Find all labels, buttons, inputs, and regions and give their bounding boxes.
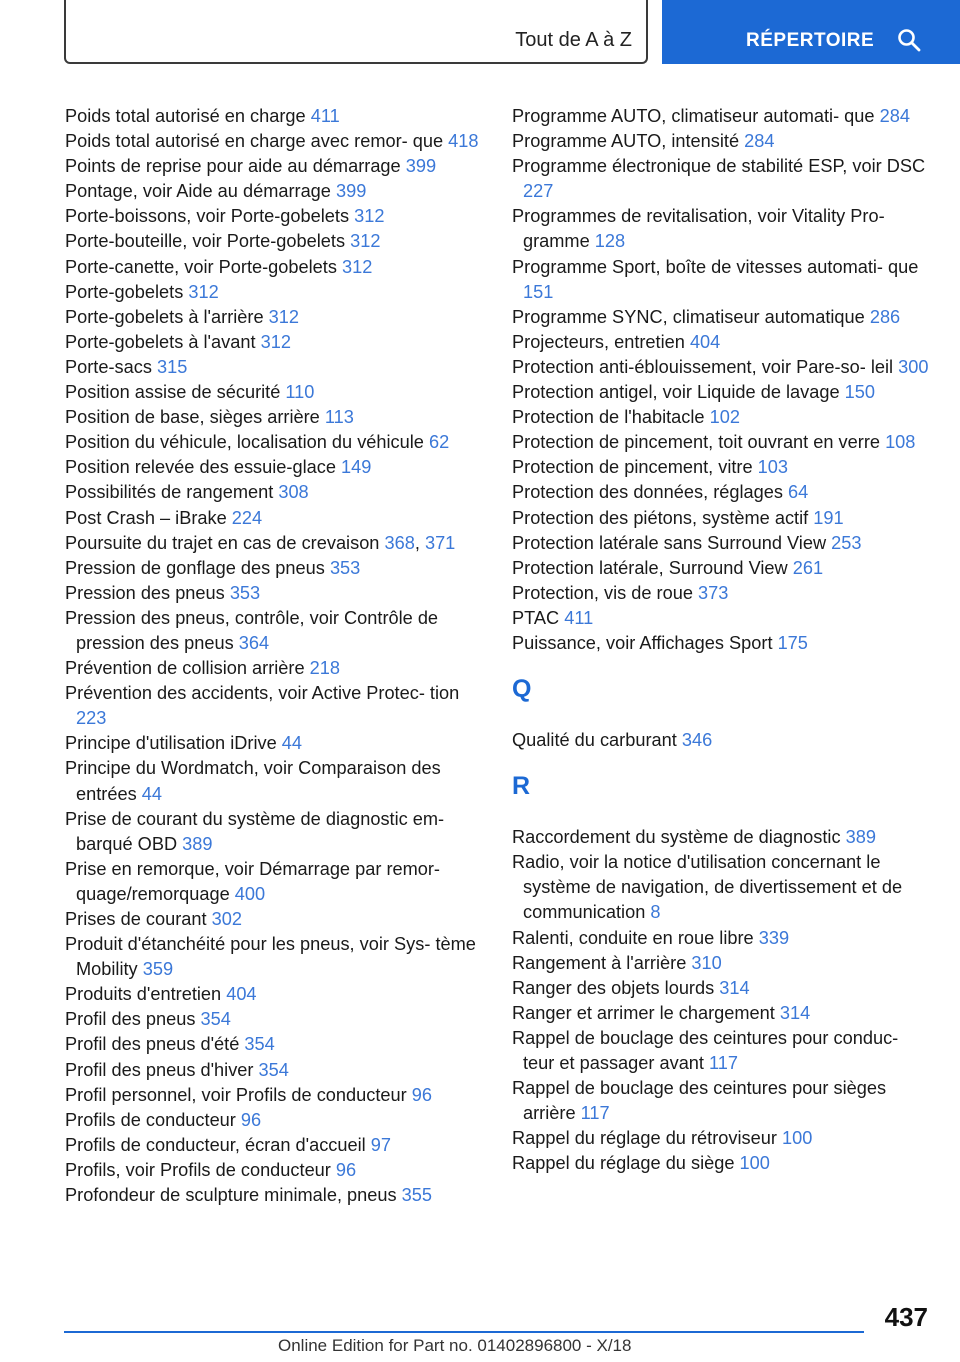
index-entry — [512, 129, 932, 154]
entry-text: Protection latérale sans Surround View — [512, 532, 827, 553]
index-entry — [512, 355, 932, 380]
index-entry — [65, 280, 490, 305]
page-link[interactable]: 108 — [885, 432, 916, 453]
entry-text: Radio, voir la notice d'utilisation concernant le système de navigation, de divertissement et de communication — [512, 852, 903, 923]
page-link[interactable]: 312 — [342, 256, 373, 277]
page-link[interactable]: 308 — [278, 482, 309, 503]
index-entry — [65, 204, 490, 229]
entry-text: Ranger des objets lourds — [512, 977, 715, 998]
page-link[interactable]: 128 — [594, 231, 626, 252]
page-link[interactable]: 371 — [424, 532, 456, 553]
page-link[interactable]: 368 — [384, 532, 415, 553]
page-link[interactable]: 312 — [188, 281, 219, 302]
entry-text: Position de base, sièges arrière — [65, 407, 320, 428]
index-entry — [512, 104, 932, 129]
entry-text: Profil des pneus — [65, 1009, 196, 1030]
entry-text: Principe du Wordmatch, voir Comparaison des entrées — [65, 758, 441, 804]
entry-text: Porte-boissons, voir Porte-gobelets — [65, 206, 350, 227]
entry-text: Programme Sport, boîte de vitesses automati- que — [512, 256, 919, 277]
index-entry — [512, 606, 932, 631]
page-link[interactable]: 151 — [523, 281, 554, 302]
page-link[interactable]: 346 — [681, 730, 713, 751]
page-link[interactable]: 404 — [226, 984, 257, 1005]
page-link[interactable]: 175 — [777, 632, 808, 653]
page-link[interactable]: 354 — [258, 1059, 289, 1080]
page-link[interactable]: 150 — [844, 382, 876, 403]
index-entry — [512, 531, 932, 556]
page-link[interactable]: 102 — [709, 407, 740, 428]
entry-text: Porte-bouteille, voir Porte-gobelets — [65, 231, 346, 252]
index-entry — [512, 825, 932, 850]
index-entry — [65, 330, 490, 355]
index-entry — [65, 681, 490, 731]
index-entry — [512, 255, 932, 305]
page-link[interactable]: 64 — [788, 482, 809, 503]
index-entry — [65, 907, 490, 932]
page-link[interactable]: 364 — [238, 632, 270, 653]
entry-text: Porte-sacs — [65, 356, 152, 377]
page-link[interactable]: 312 — [350, 231, 381, 252]
page-link[interactable]: 100 — [781, 1128, 813, 1149]
index-entry — [65, 807, 490, 857]
index-entry — [65, 982, 490, 1007]
entry-text: Qualité du carburant — [512, 730, 677, 751]
index-entry — [65, 1058, 490, 1083]
entry-text: Protection des données, réglages — [512, 482, 783, 503]
index-entry — [65, 506, 490, 531]
index-entry — [512, 631, 932, 656]
tab-repertoire[interactable] — [662, 0, 960, 64]
page-link[interactable]: 389 — [845, 827, 876, 848]
index-entry — [65, 1108, 490, 1133]
index-entry — [512, 1151, 932, 1176]
page-link[interactable]: 312 — [260, 331, 291, 352]
page-link[interactable]: 310 — [691, 952, 722, 973]
page-link[interactable]: 353 — [329, 557, 361, 578]
tab-a-to-z-label: Tout de A à Z — [515, 29, 632, 51]
index-entry — [512, 581, 932, 606]
entry-text: Profil des pneus d'hiver — [65, 1059, 254, 1080]
page-link[interactable]: 100 — [739, 1153, 770, 1174]
entry-text: PTAC — [512, 607, 560, 628]
entry-text: Points de reprise pour aide au démarrage — [65, 156, 401, 177]
footer-edition: Online Edition for Part no. 01402896800 - X/18 — [278, 1336, 632, 1355]
page-link[interactable]: 314 — [779, 1002, 811, 1023]
entry-text: Pontage, voir Aide au démarrage — [65, 181, 331, 202]
index-entry — [512, 926, 932, 951]
page-link[interactable]: 315 — [157, 356, 188, 377]
entry-text: Poids total autorisé en charge — [65, 106, 306, 126]
index-entry — [65, 606, 490, 656]
index-entry — [65, 857, 490, 907]
index-entry — [65, 229, 490, 254]
entry-text: Poursuite du trajet en cas de crevaison — [65, 532, 380, 553]
page-link[interactable]: 44 — [141, 783, 162, 804]
index-entry: Poursuite du trajet en cas de crevaison 368, 371 — [65, 532, 456, 553]
index-entry — [65, 1083, 490, 1108]
page-link[interactable]: 314 — [719, 977, 750, 998]
index-entry — [512, 204, 932, 254]
index-entry — [512, 430, 932, 455]
entry-text: Possibilités de rangement — [65, 482, 274, 503]
entry-text: Rappel du réglage du rétroviseur — [512, 1128, 777, 1149]
entry-text: Programme AUTO, intensité — [512, 131, 740, 152]
page-number: 437 — [884, 1302, 928, 1332]
page-link[interactable]: 96 — [240, 1109, 262, 1130]
page-link[interactable]: 149 — [341, 457, 372, 478]
page-link[interactable]: 96 — [411, 1084, 432, 1105]
index-entry — [65, 380, 490, 405]
tab-a-to-z[interactable] — [64, 0, 648, 64]
index-entry — [512, 330, 932, 355]
index-entry — [65, 581, 490, 606]
index-group-q — [512, 728, 932, 753]
entry-text: Raccordement du système de diagnostic — [512, 827, 841, 848]
index-entry — [512, 1076, 932, 1126]
entry-text: Prise en remorque, voir Démarrage par remor- quage/remorquage — [65, 858, 440, 904]
entry-text: Profils de conducteur — [65, 1109, 236, 1130]
page-link[interactable]: 354 — [200, 1009, 231, 1030]
entry-text: Prévention de collision arrière — [65, 658, 305, 679]
index-entry — [65, 179, 490, 204]
entry-text: Prise de courant du système de diagnostic em- barqué OBD — [65, 808, 445, 854]
index-entry — [512, 380, 932, 405]
entry-text: Poids total autorisé en charge avec remor- que — [65, 131, 444, 152]
entry-text: Position assise de sécurité — [65, 382, 281, 403]
index-entry — [512, 728, 932, 753]
entry-text: Rappel de bouclage des ceintures pour sièges arrière — [512, 1078, 887, 1124]
index-column-left — [65, 104, 490, 1208]
index-entry — [65, 1133, 490, 1158]
page-link[interactable]: 191 — [813, 507, 844, 528]
entry-text: Puissance, voir Affichages Sport — [512, 632, 773, 653]
footer-divider — [64, 1331, 864, 1333]
index-entry — [65, 305, 490, 330]
entry-text: Porte-gobelets à l'avant — [65, 331, 256, 352]
page-link[interactable]: 302 — [211, 909, 242, 929]
entry-text: Projecteurs, entretien — [512, 331, 685, 352]
page-link[interactable]: 227 — [523, 181, 554, 202]
index-entry — [512, 1026, 932, 1076]
entry-text: Porte-gobelets — [65, 281, 184, 302]
entry-text: Position relevée des essuie-glace — [65, 457, 336, 478]
page-link[interactable]: 355 — [401, 1185, 433, 1206]
page-link[interactable]: 117 — [709, 1053, 739, 1073]
entry-text: Ranger et arrimer le chargement — [512, 1002, 775, 1023]
page-link[interactable]: 400 — [234, 883, 266, 904]
entry-text: Protection de pincement, vitre — [512, 457, 753, 478]
page-link[interactable]: 389 — [182, 833, 213, 854]
index-entry — [65, 556, 490, 581]
entry-text: Profil des pneus d'été — [65, 1034, 240, 1055]
page-link[interactable]: 312 — [268, 306, 300, 327]
page-link[interactable]: 8 — [650, 902, 661, 923]
page-link[interactable]: 284 — [879, 106, 910, 126]
page-link[interactable]: 399 — [335, 181, 367, 202]
page-link[interactable]: 261 — [792, 557, 824, 578]
entry-text: Produits d'entretien — [65, 984, 222, 1005]
index-entry — [65, 1007, 490, 1032]
entry-text: Rappel du réglage du siège — [512, 1153, 735, 1174]
index-entry — [512, 556, 932, 581]
entry-text: Ralenti, conduite en roue libre — [512, 927, 754, 948]
entry-text: Rangement à l'arrière — [512, 952, 687, 973]
page-link[interactable]: 312 — [354, 206, 385, 227]
index-entry — [65, 656, 490, 681]
index-entry — [65, 1158, 490, 1183]
entry-text: Prises de courant — [65, 909, 207, 929]
index-entry — [512, 976, 932, 1001]
index-entry — [65, 255, 490, 280]
index-entry — [512, 951, 932, 976]
entry-text: Protection des piétons, système actif — [512, 507, 809, 528]
page-link[interactable]: 103 — [757, 457, 789, 478]
page-link[interactable]: 411 — [564, 607, 594, 628]
index-entry — [65, 932, 490, 982]
entry-text: Programme électronique de stabilité ESP, voir DSC — [512, 156, 926, 177]
page-link[interactable]: 253 — [831, 532, 862, 553]
entry-text: Rappel de bouclage des ceintures pour conduc- teur et passager avant — [512, 1027, 899, 1073]
page-link[interactable]: 62 — [428, 432, 450, 453]
entry-text: Protection latérale, Surround View — [512, 557, 788, 578]
index-entry — [512, 455, 932, 480]
index-group-r — [512, 825, 932, 1176]
entry-text: Profils de conducteur, écran d'accueil — [65, 1134, 366, 1155]
index-entry — [65, 405, 490, 430]
entry-text: Produit d'étanchéité pour les pneus, voir Sys- tème Mobility — [65, 934, 476, 980]
index-entry — [65, 104, 490, 129]
index-entry — [512, 850, 932, 925]
page-link[interactable]: 284 — [744, 131, 775, 152]
page-link[interactable]: 44 — [281, 733, 303, 754]
index-entry — [65, 355, 490, 380]
entry-text: Profondeur de sculpture minimale, pneus — [65, 1185, 397, 1206]
page-link[interactable]: 373 — [698, 582, 729, 603]
page-link[interactable]: 339 — [758, 927, 790, 948]
page-link[interactable]: 300 — [898, 356, 929, 377]
entry-text: Protection anti-éblouissement, voir Pare-so- leil — [512, 356, 894, 377]
entry-text: Profils, voir Profils de conducteur — [65, 1159, 331, 1180]
index-entry — [512, 1001, 932, 1026]
index-entry — [512, 154, 932, 204]
entry-text: Profil personnel, voir Profils de conducteur — [65, 1084, 407, 1105]
index-column-right — [512, 104, 932, 1176]
index-entry — [512, 506, 932, 531]
page-link[interactable]: 110 — [285, 382, 315, 403]
index-entry — [65, 1183, 490, 1208]
page-link[interactable]: 354 — [244, 1034, 275, 1055]
page-link[interactable]: 96 — [335, 1159, 357, 1180]
index-entry — [65, 731, 490, 756]
page-link[interactable]: 113 — [324, 407, 354, 428]
entry-text: Pression de gonflage des pneus — [65, 557, 325, 578]
entry-text: Porte-canette, voir Porte-gobelets — [65, 256, 337, 277]
page-link[interactable]: 117 — [580, 1103, 610, 1124]
index-entry — [512, 1126, 932, 1151]
section-letter-q: Q — [512, 675, 532, 704]
index-group-p — [512, 104, 932, 656]
entry-text: Porte-gobelets à l'arrière — [65, 306, 264, 327]
entry-text: Pression des pneus — [65, 582, 225, 603]
index-entry — [512, 305, 932, 330]
index-entry — [65, 455, 490, 480]
index-entry — [512, 405, 932, 430]
entry-text: Protection de l'habitacle — [512, 407, 705, 428]
page-link[interactable]: 223 — [76, 708, 107, 729]
page-link[interactable]: 359 — [142, 959, 174, 980]
page-link[interactable]: 97 — [370, 1134, 392, 1155]
entry-text: Prévention des accidents, voir Active Protec- tion — [65, 683, 460, 704]
entry-text: Pression des pneus, contrôle, voir Contrôle de pression des pneus — [65, 607, 439, 653]
search-icon[interactable] — [897, 28, 921, 52]
entry-text: Protection antigel, voir Liquide de lavage — [512, 382, 840, 403]
page-link[interactable]: 404 — [689, 331, 721, 352]
entry-text: Protection de pincement, toit ouvrant en verre — [512, 432, 880, 453]
page-link[interactable]: 399 — [405, 156, 437, 177]
top-navigation — [0, 0, 960, 66]
entry-text: Post Crash – iBrake — [65, 507, 227, 528]
entry-text: Programme SYNC, climatiseur automatique — [512, 306, 865, 327]
index-entry — [65, 1032, 490, 1057]
page-link[interactable]: 218 — [309, 658, 341, 679]
index-entry — [65, 129, 490, 154]
page-link[interactable]: 411 — [310, 106, 340, 126]
index-entry — [65, 430, 490, 455]
page-link[interactable]: 353 — [229, 582, 261, 603]
entry-text: Position du véhicule, localisation du véhicule — [65, 432, 424, 453]
page-link[interactable]: 418 — [448, 131, 479, 152]
section-letter-r: R — [512, 772, 531, 801]
entry-text: Protection, vis de roue — [512, 582, 693, 603]
entry-text: Programme AUTO, climatiseur automati- que — [512, 106, 875, 126]
page-link[interactable]: 224 — [231, 507, 263, 528]
index-entry — [65, 154, 490, 179]
index-entry — [65, 756, 490, 806]
index-entry — [65, 480, 490, 505]
tab-repertoire-label: RÉPERTOIRE — [746, 30, 875, 51]
entry-text: Principe d'utilisation iDrive — [65, 733, 277, 754]
page-link[interactable]: 286 — [869, 306, 901, 327]
index-entry — [512, 480, 932, 505]
entry-text: Programmes de revitalisation, voir Vitality Pro- gramme — [512, 206, 885, 252]
